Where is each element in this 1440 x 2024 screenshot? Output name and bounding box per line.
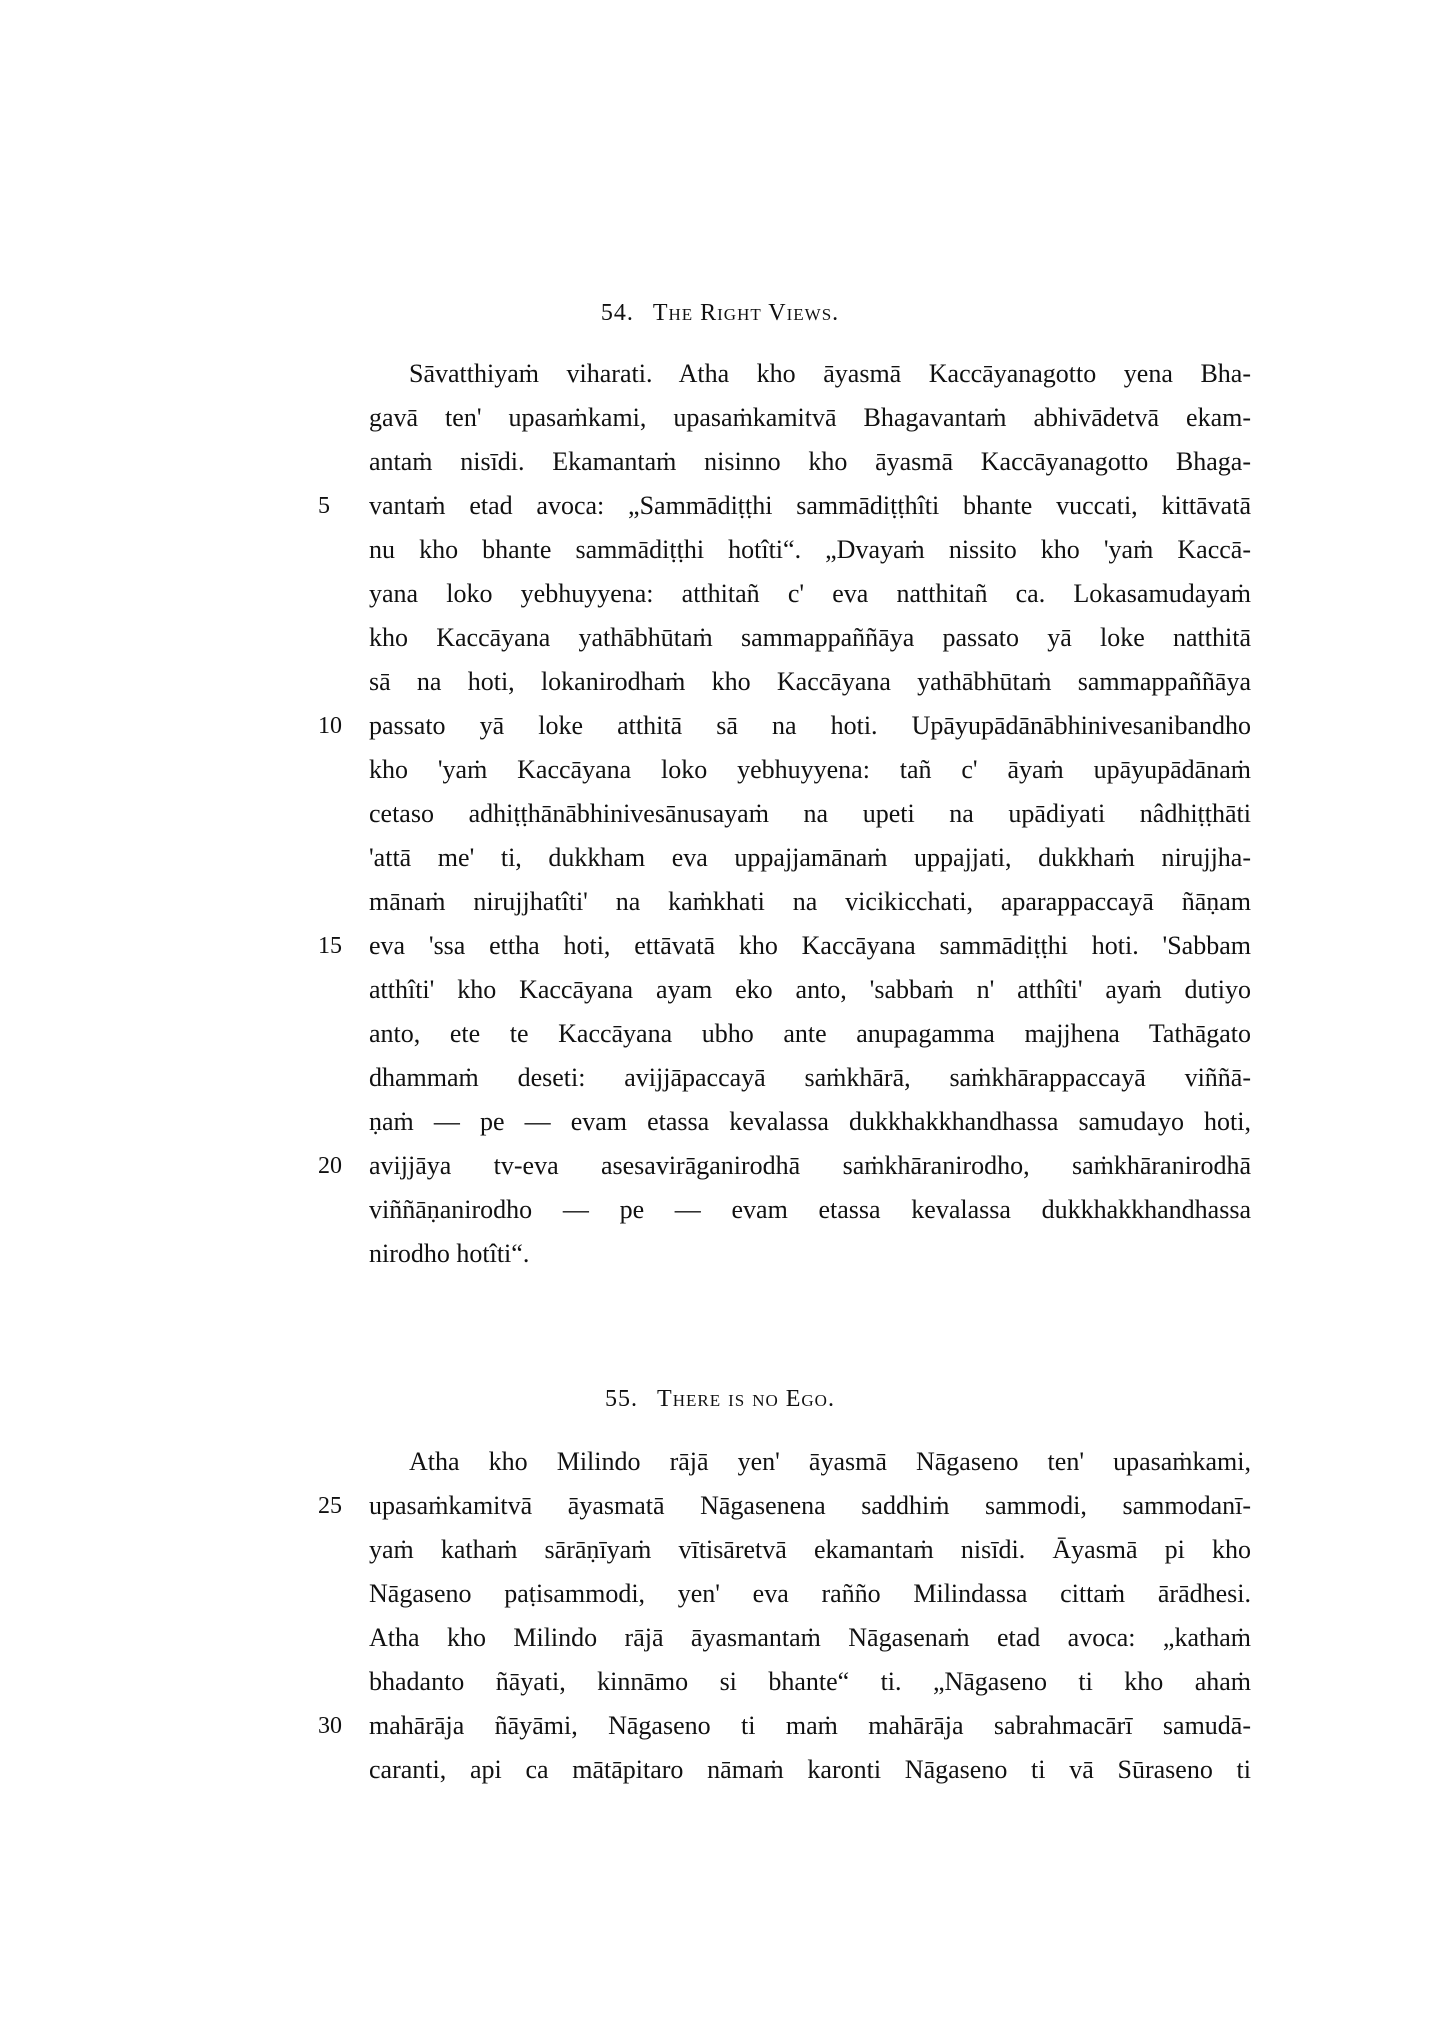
- text-line: atthîti' kho Kaccāyana ayam eko anto, 'sabbaṁ n' atthîti' ayaṁ dutiyo: [369, 975, 1251, 1004]
- text-line: sā na hoti, lokanirodhaṁ kho Kaccāyana yathābhūtaṁ sammappaññāya: [369, 667, 1251, 696]
- text-line: mahārāja ñāyāmi, Nāgaseno ti maṁ mahārāja sabrahmacārī samudā-: [369, 1711, 1251, 1740]
- section-54-heading: [0, 300, 1440, 327]
- line-number: 25: [318, 1493, 342, 1519]
- text-line: ṇaṁ — pe — evam etassa kevalassa dukkhakkhandhassa samudayo hoti,: [369, 1107, 1251, 1136]
- text-line: yana loko yebhuyyena: atthitañ c' eva natthitañ ca. Lokasamudayaṁ: [369, 579, 1251, 608]
- text-line: dhammaṁ deseti: avijjāpaccayā saṁkhārā, saṁkhārappaccayā viññā-: [369, 1063, 1251, 1092]
- text-line: gavā ten' upasaṁkami, upasaṁkamitvā Bhagavantaṁ abhivādetvā ekam-: [369, 403, 1251, 432]
- text-line: kho Kaccāyana yathābhūtaṁ sammappaññāya passato yā loke natthitā: [369, 623, 1251, 652]
- line-number: 20: [318, 1153, 342, 1179]
- text-line: antaṁ nisīdi. Ekamantaṁ nisinno kho āyasmā Kaccāyanagotto Bhaga-: [369, 447, 1251, 476]
- text-line: cetaso adhiṭṭhānābhinivesānusayaṁ na upeti na upādiyati nâdhiṭṭhāti: [369, 799, 1251, 828]
- line-number: 5: [318, 493, 330, 519]
- section-number: 55.: [605, 1386, 639, 1412]
- text-line: kho 'yaṁ Kaccāyana loko yebhuyyena: tañ c' āyaṁ upāyupādānaṁ: [369, 755, 1251, 784]
- text-line: Atha kho Milindo rājā yen' āyasmā Nāgaseno ten' upasaṁkami,: [409, 1447, 1251, 1476]
- text-line: upasaṁkamitvā āyasmatā Nāgasenena saddhiṁ sammodi, sammodanī-: [369, 1491, 1251, 1520]
- text-line: nu kho bhante sammādiṭṭhi hotîti“. „Dvayaṁ nissito kho 'yaṁ Kaccā-: [369, 535, 1251, 564]
- line-number: 10: [318, 713, 342, 739]
- text-line: mānaṁ nirujjhatîti' na kaṁkhati na vicikicchati, aparappaccayā ñāṇam: [369, 887, 1251, 916]
- section-55-heading: [0, 1386, 1440, 1413]
- text-line: anto, ete te Kaccāyana ubho ante anupagamma majjhena Tathāgato: [369, 1019, 1251, 1048]
- text-line: Nāgaseno paṭisammodi, yen' eva rañño Milindassa cittaṁ ārādhesi.: [369, 1579, 1251, 1608]
- text-line: eva 'ssa ettha hoti, ettāvatā kho Kaccāyana sammādiṭṭhi hoti. 'Sabbam: [369, 931, 1251, 960]
- text-line: passato yā loke atthitā sā na hoti. Upāyupādānābhinivesanibandho: [369, 711, 1251, 740]
- text-line: Sāvatthiyaṁ viharati. Atha kho āyasmā Kaccāyanagotto yena Bha-: [409, 359, 1251, 388]
- line-number: 15: [318, 933, 342, 959]
- line-number: 30: [318, 1713, 342, 1739]
- text-line: yaṁ kathaṁ sārāṇīyaṁ vītisāretvā ekamantaṁ nisīdi. Āyasmā pi kho: [369, 1535, 1251, 1564]
- section-title: There is no Ego.: [657, 1386, 835, 1412]
- section-title: The Right Views.: [652, 300, 840, 326]
- text-line: viññāṇanirodho — pe — evam etassa kevalassa dukkhakkhandhassa: [369, 1195, 1251, 1224]
- text-line: vantaṁ etad avoca: „Sammādiṭṭhi sammādiṭṭhîti bhante vuccati, kittāvatā: [369, 491, 1251, 520]
- text-line: Atha kho Milindo rājā āyasmantaṁ Nāgasenaṁ etad avoca: „kathaṁ: [369, 1623, 1251, 1652]
- section-number: 54.: [600, 300, 634, 326]
- text-line: bhadanto ñāyati, kinnāmo si bhante“ ti. „Nāgaseno ti kho ahaṁ: [369, 1667, 1251, 1696]
- text-line: 'attā me' ti, dukkham eva uppajjamānaṁ uppajjati, dukkhaṁ nirujjha-: [369, 843, 1251, 872]
- text-line: nirodho hotîti“.: [369, 1239, 530, 1268]
- text-line: avijjāya tv-eva asesavirāganirodhā saṁkhāranirodho, saṁkhāranirodhā: [369, 1151, 1251, 1180]
- text-line: caranti, api ca mātāpitaro nāmaṁ karonti Nāgaseno ti vā Sūraseno ti: [369, 1755, 1251, 1784]
